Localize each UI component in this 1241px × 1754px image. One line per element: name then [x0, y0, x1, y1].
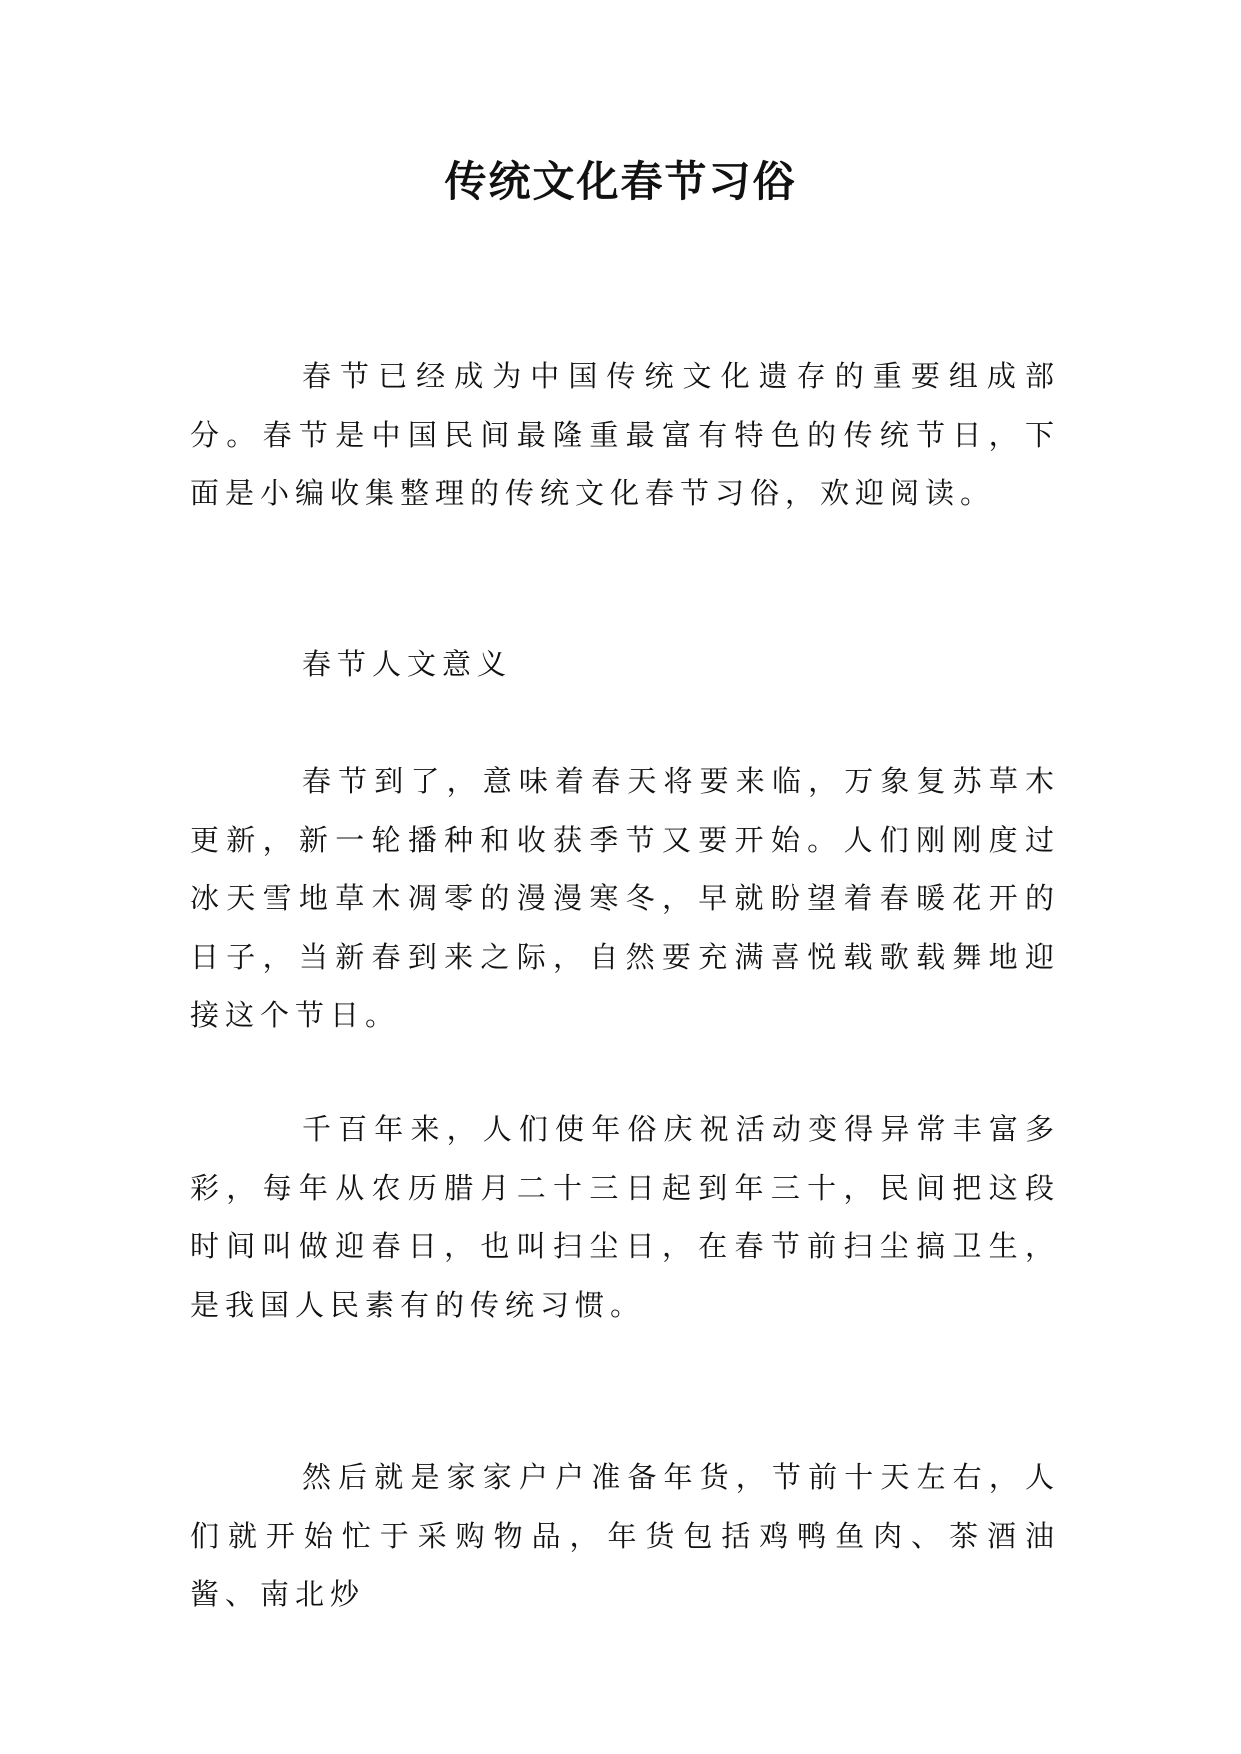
history-paragraph: 千百年来，人们使年俗庆祝活动变得异常丰富多彩，每年从农历腊月二十三日起到年三十，民间把这段时间叫做迎春日，也叫扫尘日，在春节前扫尘搞卫生，是我国人民素有的传统习惯。 [190, 1112, 1060, 1322]
shopping-paragraph: 然后就是家家户户准备年货，节前十天左右，人们就开始忙于采购物品，年货包括鸡鸭鱼肉、茶酒油酱、南北炒 [190, 1460, 1060, 1611]
intro-paragraph: 春节已经成为中国传统文化遗存的重要组成部分。春节是中国民间最隆重最富有特色的传统节日，下面是小编收集整理的传统文化春节习俗，欢迎阅读。 [190, 359, 1060, 510]
document-title: 传统文化春节习俗 [444, 157, 797, 206]
section-heading: 春节人文意义 [302, 647, 513, 681]
meaning-paragraph: 春节到了，意味着春天将要来临，万象复苏草木更新，新一轮播种和收获季节又要开始。人们刚刚度过冰天雪地草木凋零的漫漫寒冬，早就盼望着春暖花开的日子，当新春到来之际，自然要充满喜悦载歌载舞地迎接这个节日。 [190, 764, 1060, 1032]
